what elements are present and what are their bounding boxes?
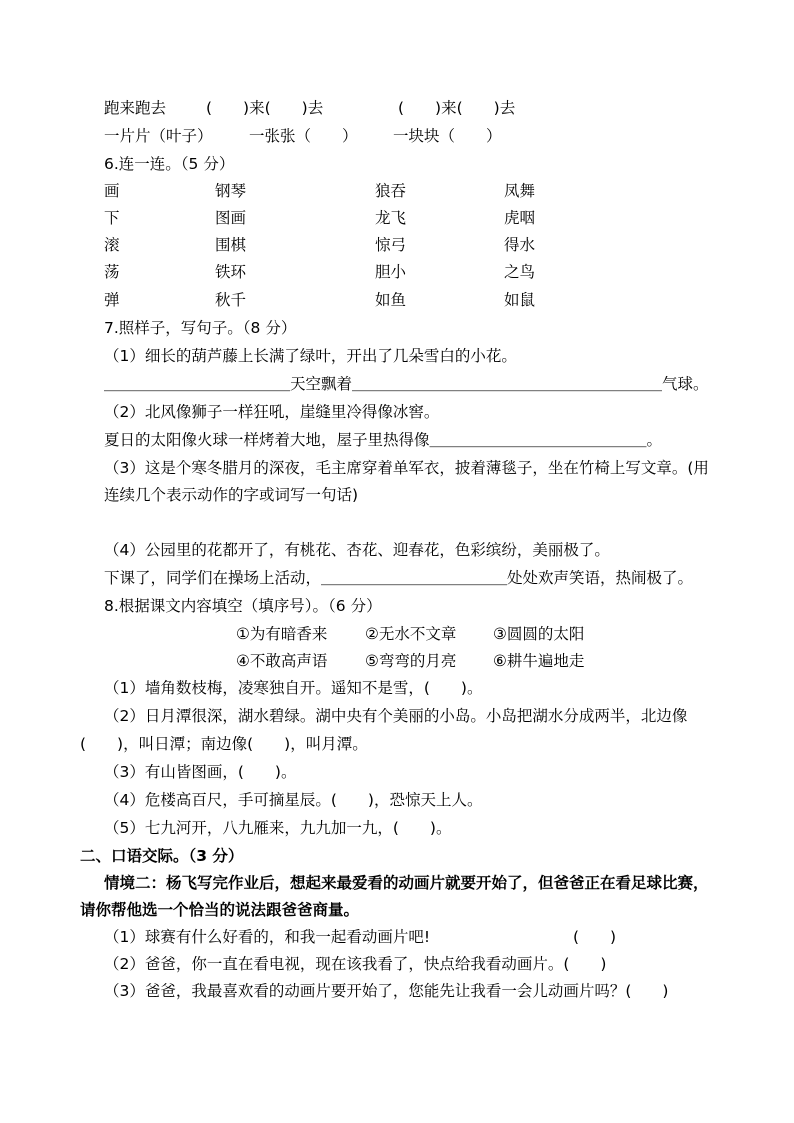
choice-1: （1）球赛有什么好看的，和我一起看动画片吧! (104, 928, 431, 946)
q6-word[interactable]: 荡 (104, 263, 120, 281)
q7-instruction-3: 连续几个表示动作的字或词写一句话) (104, 486, 359, 504)
q6-word[interactable]: 胆小 (375, 263, 407, 281)
q5-blank-2[interactable]: ( )来( )去 (398, 99, 516, 117)
q7-answer-line-1[interactable]: ＿＿＿＿＿＿＿＿＿＿＿＿天空飘着＿＿＿＿＿＿＿＿＿＿＿＿＿＿＿＿＿＿＿＿气球。 (104, 375, 709, 393)
q6-word[interactable]: 钢琴 (215, 182, 247, 200)
q6-word[interactable]: 狼吞 (375, 182, 407, 200)
q6-word[interactable]: 之鸟 (504, 263, 536, 281)
q8-option: ⑥耕牛遍地走 (493, 652, 585, 670)
q7-example-4: （4）公园里的花都开了，有桃花、杏花、迎春花，色彩缤纷，美丽极了。 (104, 541, 610, 559)
q6-word[interactable]: 秋千 (215, 291, 247, 309)
q8-option: ④不敢高声语 (236, 652, 328, 670)
q6-word[interactable]: 围棋 (215, 236, 247, 254)
q8-title: 8.根据课文内容填空（填序号）。（6 分） (104, 597, 382, 615)
q7-example-1: （1）细长的葫芦藤上长满了绿叶，开出了几朵雪白的小花。 (104, 347, 517, 365)
choice-1-blank[interactable]: ( ) (573, 928, 617, 946)
q5-example-1: 跑来跑去 (104, 99, 167, 117)
q8-item-2: （2）日月潭很深，湖水碧绿。湖中央有个美丽的小岛。小岛把湖水分成两半，北边像 (104, 707, 688, 725)
q7-answer-line-2[interactable]: 夏日的太阳像火球一样烤着大地，屋子里热得像＿＿＿＿＿＿＿＿＿＿＿＿＿＿。 (104, 431, 663, 449)
q5-example-2: 一片片（叶子） (104, 127, 213, 145)
q8-item-1[interactable]: （1）墙角数枝梅，凌寒独自开。遥知不是雪，( )。 (104, 679, 483, 697)
q7-answer-line-4[interactable]: 下课了，同学们在操场上活动，＿＿＿＿＿＿＿＿＿＿＿＿处处欢声笑语，热闹极了。 (104, 569, 694, 587)
q8-option: ③圆圆的太阳 (493, 625, 585, 643)
q8-item-2-blanks[interactable]: ( )，叫日潭；南边像( )，叫月潭。 (80, 735, 368, 753)
q7-example-3: （3）这是个寒冬腊月的深夜，毛主席穿着单军衣，披着薄毯子，坐在竹椅上写文章。(用 (104, 459, 709, 477)
q6-word[interactable]: 滚 (104, 236, 120, 254)
q6-word[interactable]: 龙飞 (375, 209, 407, 227)
choice-3[interactable]: （3）爸爸，我最喜欢看的动画片要开始了，您能先让我看一会儿动画片吗？( ) (104, 982, 669, 1000)
q6-word[interactable]: 如鼠 (504, 291, 536, 309)
q6-word[interactable]: 铁环 (215, 263, 247, 281)
scenario-text: 情境二：杨飞写完作业后，想起来最爱看的动画片就要开始了，但爸爸正在看足球比赛， (104, 873, 709, 892)
q8-item-3[interactable]: （3）有山皆图画，( )。 (104, 763, 297, 781)
q6-title: 6.连一连。（5 分） (104, 155, 235, 173)
q8-option: ②无水不文章 (365, 625, 457, 643)
q5-blank-3[interactable]: 一张张（ ） (249, 127, 358, 145)
q5-blank-1[interactable]: ( )来( )去 (206, 99, 324, 117)
q6-word[interactable]: 凤舞 (504, 182, 536, 200)
q7-example-2: （2）北风像狮子一样狂吼，崖缝里冷得像冰窖。 (104, 403, 440, 421)
q6-word[interactable]: 虎咽 (504, 209, 536, 227)
q6-word[interactable]: 弹 (104, 291, 120, 309)
q6-word[interactable]: 如鱼 (375, 291, 407, 309)
q7-title: 7.照样子，写句子。（8 分） (104, 319, 297, 337)
q5-blank-4[interactable]: 一块块（ ） (393, 127, 502, 145)
q6-word[interactable]: 得水 (504, 236, 536, 254)
q6-word[interactable]: 惊弓 (375, 236, 407, 254)
q6-word[interactable]: 图画 (215, 209, 247, 227)
scenario-text-cont: 请你帮他选一个恰当的说法跟爸爸商量。 (80, 900, 360, 919)
q6-word[interactable]: 画 (104, 182, 120, 200)
q8-option: ①为有暗香来 (236, 625, 328, 643)
q8-item-5[interactable]: （5）七九河开，八九雁来，九九加一九，( )。 (104, 819, 452, 837)
q8-item-4[interactable]: （4）危楼高百尺，手可摘星辰。( )，恐惊天上人。 (104, 791, 483, 809)
section-heading: 二、口语交际。（3 分） (80, 847, 244, 865)
q8-option: ⑤弯弯的月亮 (365, 652, 457, 670)
q6-word[interactable]: 下 (104, 209, 120, 227)
choice-2[interactable]: （2）爸爸，你一直在看电视，现在该我看了，快点给我看动画片。( ) (104, 955, 607, 973)
